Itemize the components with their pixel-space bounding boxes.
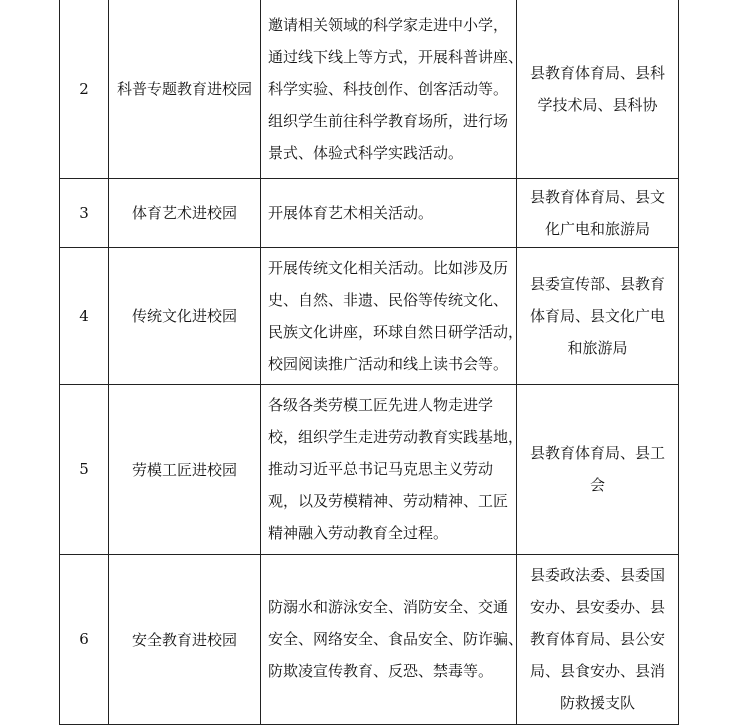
row-number: 3 <box>60 178 109 247</box>
table-row <box>60 384 679 554</box>
content-line: 开展体育艺术相关活动。 <box>268 203 434 222</box>
activity-content <box>261 247 524 384</box>
dept-line: 教育体育局、县公安 <box>529 630 665 648</box>
content-line: 安全、网络安全、食品安全、防诈骗、 <box>268 630 524 648</box>
activity-name: 安全教育进校园 <box>109 554 261 724</box>
content-line: 观，以及劳模精神、劳动精神、工匠 <box>268 492 509 510</box>
activity-content <box>261 384 524 554</box>
content-line: 开展传统文化相关活动。比如涉及历 <box>268 258 509 277</box>
responsible-departments <box>517 178 679 247</box>
content-line: 防溺水和游泳安全、消防安全、交通 <box>268 598 509 616</box>
dept-line: 防救援支队 <box>559 694 635 712</box>
dept-line: 安办、县安委办、县 <box>529 598 665 616</box>
dept-line: 县教育体育局、县工 <box>529 444 665 462</box>
content-line: 推动习近平总书记马克思主义劳动 <box>268 460 494 478</box>
row-number: 6 <box>60 554 109 724</box>
dept-line: 县教育体育局、县文 <box>529 187 665 206</box>
activity-name: 传统文化进校园 <box>109 247 261 384</box>
row-number: 2 <box>60 0 109 178</box>
content-line: 组织学生前往科学教育场所，进行场 <box>268 111 509 130</box>
activity-content <box>261 554 524 724</box>
content-line: 邀请相关领域的科学家走进中小学， <box>268 15 509 34</box>
table-row <box>60 247 679 384</box>
row-number: 4 <box>60 247 109 384</box>
row-number: 5 <box>60 384 109 554</box>
dept-line: 学技术局、县科协 <box>537 95 658 114</box>
content-line: 防欺凌宣传教育、反恐、禁毒等。 <box>268 662 494 680</box>
dept-line: 化广电和旅游局 <box>544 219 650 238</box>
content-line: 民族文化讲座，环球自然日研学活动， <box>268 322 524 341</box>
content-line: 精神融入劳动教育全过程。 <box>268 524 449 542</box>
activity-name: 科普专题教育进校园 <box>109 0 261 178</box>
dept-line: 和旅游局 <box>567 338 628 357</box>
content-line: 通过线下线上等方式，开展科普讲座、 <box>268 47 524 66</box>
activity-name: 体育艺术进校园 <box>109 178 261 247</box>
content-line: 各级各类劳模工匠先进人物走进学 <box>268 396 494 414</box>
dept-line: 县委宣传部、县教育 <box>529 274 665 293</box>
content-line: 景式、体验式科学实践活动。 <box>268 143 464 162</box>
responsible-departments <box>517 554 679 724</box>
dept-line: 县委政法委、县委国 <box>529 566 665 584</box>
responsible-departments <box>517 0 679 178</box>
activity-name: 劳模工匠进校园 <box>109 384 261 554</box>
activity-content <box>261 0 524 178</box>
content-line: 科学实验、科技创作、创客活动等。 <box>268 79 509 98</box>
table-row <box>60 0 679 178</box>
activities-table <box>59 0 679 725</box>
table-row <box>60 554 679 724</box>
content-line: 校，组织学生走进劳动教育实践基地， <box>268 428 524 446</box>
content-line: 校园阅读推广活动和线上读书会等。 <box>268 354 509 373</box>
table-row <box>60 178 679 247</box>
dept-line: 局、县食安办、县消 <box>529 662 665 680</box>
activity-content <box>261 178 517 247</box>
content-line: 史、自然、非遗、民俗等传统文化、 <box>268 290 509 309</box>
responsible-departments <box>517 384 679 554</box>
responsible-departments <box>517 247 679 384</box>
dept-line: 体育局、县文化广电 <box>529 306 665 325</box>
dept-line: 县教育体育局、县科 <box>529 63 665 82</box>
dept-line: 会 <box>589 476 605 494</box>
